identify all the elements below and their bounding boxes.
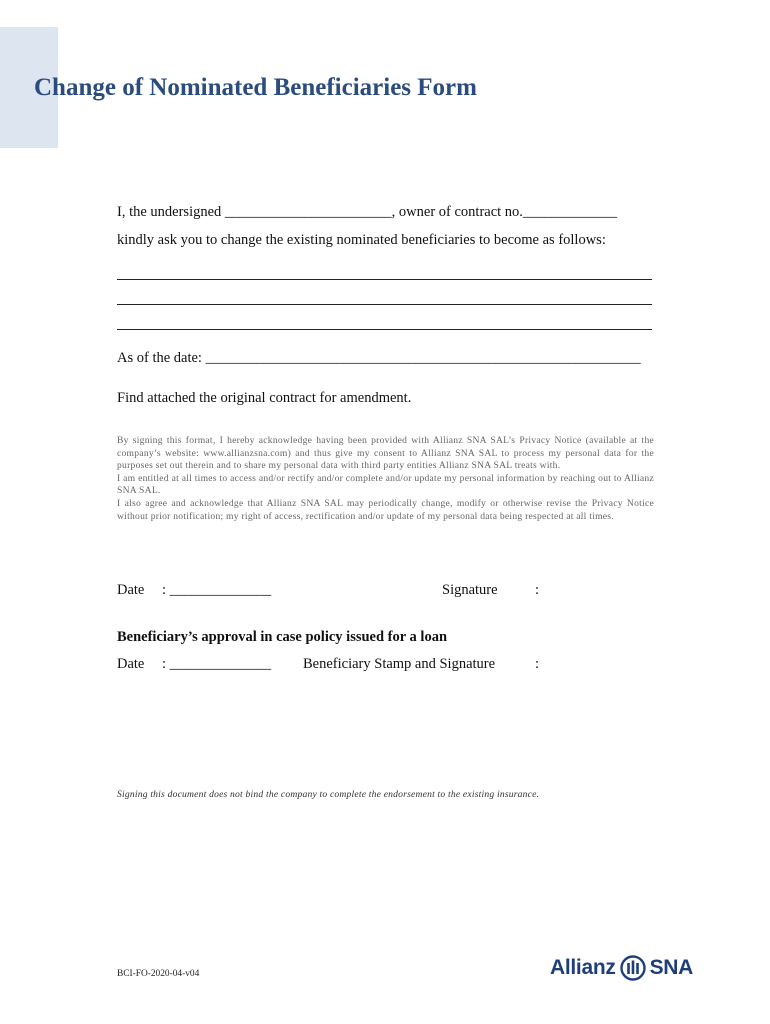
intro-line-undersigned: I, the undersigned _______________________, owner of contract no._____________: [117, 204, 618, 220]
privacy-notice-paragraph: I am entitled at all times to access and/or rectify and/or complete and/or update my personal information by reaching out to Allianz SNA SAL.: [117, 472, 654, 497]
disclaimer-note: Signing this document does not bind the company to complete the endorsement to the existing insurance.: [117, 789, 540, 800]
date-label: Date: [117, 582, 145, 598]
stamp-signature-colon: :: [535, 656, 540, 672]
signature-label: Signature: [442, 582, 498, 598]
attached-contract-line: Find attached the original contract for amendment.: [117, 390, 412, 406]
page-title: Change of Nominated Beneficiaries Form: [34, 74, 477, 101]
privacy-notice: [117, 435, 654, 523]
allianz-eagle-icon: [620, 955, 646, 981]
date-field: : ______________: [162, 582, 272, 598]
loan-date-label: Date: [117, 656, 145, 672]
loan-date-field: : ______________: [162, 656, 272, 672]
intro-line-request: kindly ask you to change the existing nominated beneficiaries to become as follows:: [117, 232, 606, 248]
beneficiary-blank-line-3: [117, 329, 652, 330]
stamp-signature-label: Beneficiary Stamp and Signature: [303, 656, 496, 672]
beneficiary-blank-line-2: [117, 304, 652, 305]
signature-colon: :: [535, 582, 540, 598]
allianz-sna-logo: [550, 955, 693, 981]
as-of-date-line: As of the date: ____________________________________________________________: [117, 350, 641, 366]
beneficiary-blank-line-1: [117, 279, 652, 280]
loan-approval-heading: Beneficiary’s approval in case policy issued for a loan: [117, 629, 448, 645]
logo-word-allianz: Allianz: [550, 956, 616, 979]
privacy-notice-paragraph: By signing this format, I hereby acknowledge having been provided with Allianz SNA SAL’s Privacy Notice (available at the company’s website: www.allianzsna.com) and thus give my consent to Allianz SNA SAL to process my personal data for the purposes set out therein and to share my personal data with third party entities Allianz SNA SAL treats with.: [117, 435, 654, 472]
logo-word-sna: SNA: [649, 956, 694, 979]
privacy-notice-paragraph: I also agree and acknowledge that Allianz SNA SAL may periodically change, modify or otherwise revise the Privacy Notice without prior notification; my right of access, rectification and/or update of my personal data being respected at all times.: [117, 497, 654, 522]
document-code: BCI-FO-2020-04-v04: [117, 969, 200, 979]
